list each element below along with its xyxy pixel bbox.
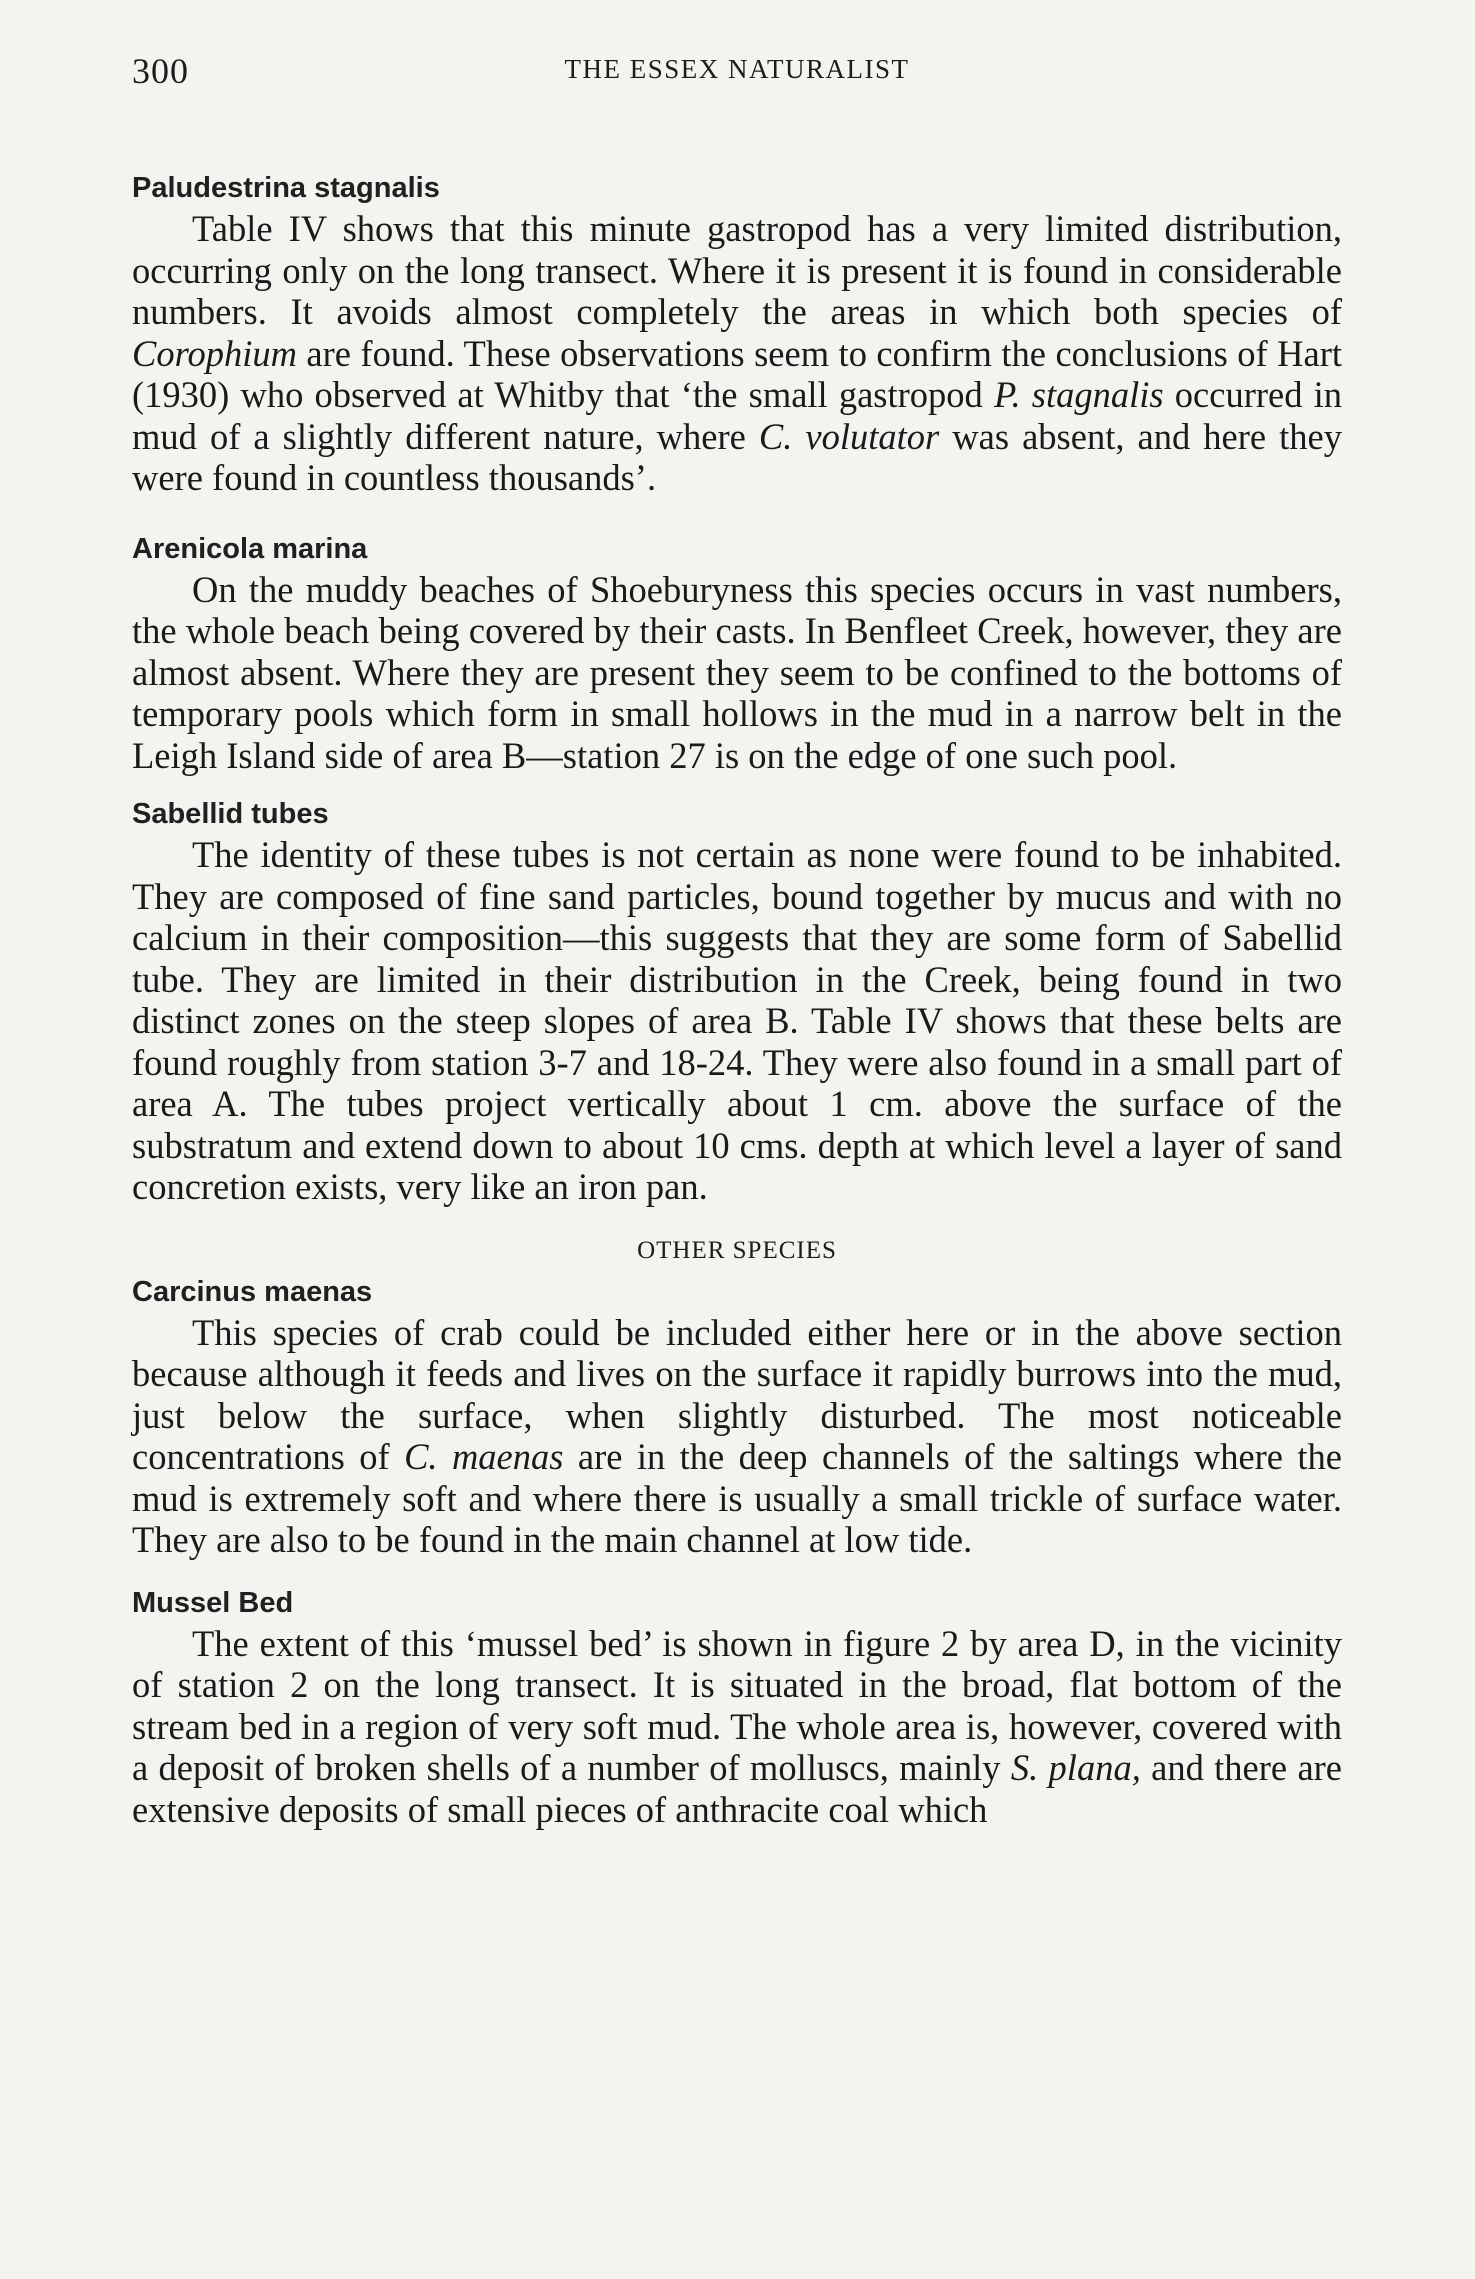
italic-term: P. stagnalis <box>993 374 1164 415</box>
text-run: are found. These observations seem to confirm the conclusions of Hart (1930) who observed at Whitby that ‘the small gastropod <box>132 332 1342 415</box>
italic-term: S. plana, <box>1010 1747 1141 1788</box>
section-sabellid <box>132 794 1342 1208</box>
text-run: Table IV shows that this minute gastropod has a very limited distribution, occurring only on the long transect. Where it is present it is found in considerable numbers. It avoids almost completely the areas in which both species of <box>132 208 1342 332</box>
section-paragraph <box>132 208 1342 499</box>
other-species-heading: OTHER SPECIES <box>637 1236 837 1264</box>
section-mussel-bed <box>132 1583 1342 1831</box>
section-carcinus <box>132 1272 1342 1561</box>
section-paragraph <box>132 569 1342 777</box>
section-heading: Paludestrina stagnalis <box>132 172 440 204</box>
document-page <box>132 50 1342 1830</box>
section-paragraph <box>132 1312 1342 1561</box>
text-run: The identity of these tubes is not certain as none were found to be inhabited. They are composed of fine sand particles, bound together by mucus and with no calcium in their composition—this suggests that they are some form of Sabellid tube. They are limited in their distribution in the Creek, being found in two distinct zones on the steep slopes of area B. Table IV shows that these belts are found roughly from station 3-7 and 18-24. They were also found in a small part of area A. The tubes project vertically about 1 cm. above the surface of the substratum and extend down to about 10 cms. depth at which level a layer of sand concretion exists, very like an iron pan. <box>132 834 1342 1207</box>
page-number: 300 <box>132 51 189 91</box>
text-run: The extent of this ‘mussel bed’ is shown in figure 2 by area D, in the vicinity of station 2 on the long transect. It is situated in the broad, flat bottom of the stream bed in a region of very soft mud. The whole area is, however, covered with a deposit of broken shells of a number of molluscs, mainly <box>132 1622 1342 1788</box>
journal-title: THE ESSEX NATURALIST <box>564 54 910 84</box>
text-run: are in the deep channels of the saltings where the mud is extremely soft and where there is usually a small trickle of surface water. They are also to be found in the main channel at low tide. <box>132 1436 1342 1560</box>
section-arenicola <box>132 529 1342 777</box>
text-run: was absent, and here they were found in countless thousands’. <box>132 415 1342 498</box>
section-heading: Mussel Bed <box>132 1586 294 1619</box>
section-heading: Arenicola marina <box>132 532 368 565</box>
text-run: This species of crab could be included either here or in the above section because although it feeds and lives on the surface it rapidly burrows into the mud, just below the surface, when slightly disturbed. The most noticeable concentrations of <box>132 1311 1342 1477</box>
text-run: occurred in mud of a slightly different nature, where <box>132 374 1342 457</box>
section-paragraph <box>132 1623 1342 1831</box>
italic-term: C. maenas <box>404 1436 564 1477</box>
section-paludestrina <box>132 168 1342 499</box>
text-run: On the muddy beaches of Shoeburyness this species occurs in vast numbers, the whole beach being covered by their casts. In Benfleet Creek, however, they are almost absent. Where they are present they seem to be confined to the bottoms of temporary pools which form in small hollows in the mud in a narrow belt in the Leigh Island side of area B—station 27 is on the edge of one such pool. <box>132 568 1342 776</box>
italic-term: C. volutator <box>758 415 940 457</box>
section-paragraph <box>132 834 1342 1208</box>
section-heading: Carcinus maenas <box>132 1275 373 1308</box>
running-head <box>132 50 1342 90</box>
text-run: and there are extensive deposits of small pieces of anthracite coal which <box>132 1747 1342 1830</box>
italic-term: Corophium <box>132 332 297 374</box>
section-heading: Sabellid tubes <box>132 798 329 830</box>
